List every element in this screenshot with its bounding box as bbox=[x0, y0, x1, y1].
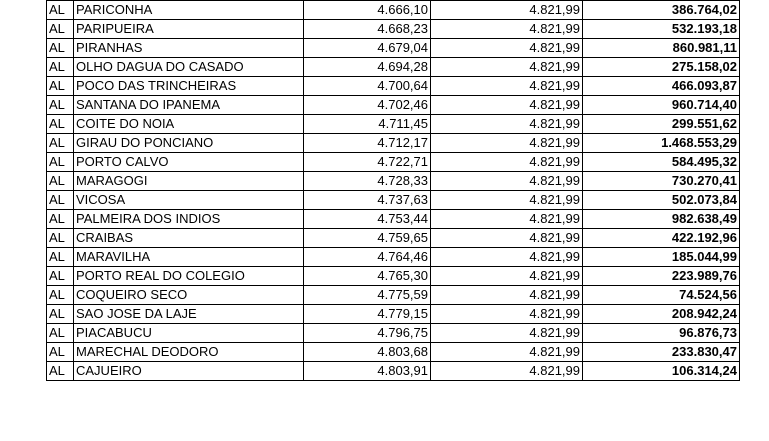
total-cell: 233.830,47 bbox=[583, 343, 740, 362]
value2-cell: 4.821,99 bbox=[431, 115, 583, 134]
total-cell: 74.524,56 bbox=[583, 286, 740, 305]
uf-cell: AL bbox=[47, 20, 74, 39]
table-row bbox=[47, 39, 740, 58]
value1-cell: 4.803,68 bbox=[304, 343, 431, 362]
value2-cell: 4.821,99 bbox=[431, 210, 583, 229]
value1-cell: 4.765,30 bbox=[304, 267, 431, 286]
total-cell: 106.314,24 bbox=[583, 362, 740, 381]
table-row bbox=[47, 58, 740, 77]
uf-cell: AL bbox=[47, 39, 74, 58]
value2-cell: 4.821,99 bbox=[431, 267, 583, 286]
value2-cell: 4.821,99 bbox=[431, 362, 583, 381]
municipality-cell: PORTO CALVO bbox=[74, 153, 304, 172]
value2-cell: 4.821,99 bbox=[431, 305, 583, 324]
value2-cell: 4.821,99 bbox=[431, 343, 583, 362]
total-cell: 275.158,02 bbox=[583, 58, 740, 77]
municipality-cell: CRAIBAS bbox=[74, 229, 304, 248]
value1-cell: 4.753,44 bbox=[304, 210, 431, 229]
total-cell: 208.942,24 bbox=[583, 305, 740, 324]
municipality-cell: COQUEIRO SECO bbox=[74, 286, 304, 305]
table-row bbox=[47, 115, 740, 134]
value2-cell: 4.821,99 bbox=[431, 172, 583, 191]
value2-cell: 4.821,99 bbox=[431, 58, 583, 77]
municipality-cell: PORTO REAL DO COLEGIO bbox=[74, 267, 304, 286]
value2-cell: 4.821,99 bbox=[431, 134, 583, 153]
uf-cell: AL bbox=[47, 229, 74, 248]
value1-cell: 4.668,23 bbox=[304, 20, 431, 39]
value1-cell: 4.722,71 bbox=[304, 153, 431, 172]
uf-cell: AL bbox=[47, 343, 74, 362]
uf-cell: AL bbox=[47, 77, 74, 96]
value2-cell: 4.821,99 bbox=[431, 1, 583, 20]
municipality-cell: PIRANHAS bbox=[74, 39, 304, 58]
value1-cell: 4.700,64 bbox=[304, 77, 431, 96]
value1-cell: 4.666,10 bbox=[304, 1, 431, 20]
municipality-values-table bbox=[46, 0, 740, 381]
table-row bbox=[47, 134, 740, 153]
value1-cell: 4.759,65 bbox=[304, 229, 431, 248]
table-row bbox=[47, 324, 740, 343]
table-row bbox=[47, 96, 740, 115]
total-cell: 982.638,49 bbox=[583, 210, 740, 229]
value2-cell: 4.821,99 bbox=[431, 39, 583, 58]
table-row bbox=[47, 343, 740, 362]
municipality-cell: MARECHAL DEODORO bbox=[74, 343, 304, 362]
total-cell: 466.093,87 bbox=[583, 77, 740, 96]
total-cell: 422.192,96 bbox=[583, 229, 740, 248]
uf-cell: AL bbox=[47, 115, 74, 134]
value2-cell: 4.821,99 bbox=[431, 286, 583, 305]
total-cell: 223.989,76 bbox=[583, 267, 740, 286]
value2-cell: 4.821,99 bbox=[431, 20, 583, 39]
municipality-cell: GIRAU DO PONCIANO bbox=[74, 134, 304, 153]
table-row bbox=[47, 191, 740, 210]
total-cell: 860.981,11 bbox=[583, 39, 740, 58]
total-cell: 386.764,02 bbox=[583, 1, 740, 20]
uf-cell: AL bbox=[47, 1, 74, 20]
table-row bbox=[47, 1, 740, 20]
value1-cell: 4.712,17 bbox=[304, 134, 431, 153]
uf-cell: AL bbox=[47, 96, 74, 115]
document-table-container bbox=[46, 0, 740, 381]
municipality-cell: PARICONHA bbox=[74, 1, 304, 20]
municipality-cell: OLHO DAGUA DO CASADO bbox=[74, 58, 304, 77]
total-cell: 532.193,18 bbox=[583, 20, 740, 39]
table-row bbox=[47, 210, 740, 229]
table-row bbox=[47, 286, 740, 305]
uf-cell: AL bbox=[47, 58, 74, 77]
table-row bbox=[47, 305, 740, 324]
value1-cell: 4.728,33 bbox=[304, 172, 431, 191]
total-cell: 960.714,40 bbox=[583, 96, 740, 115]
value2-cell: 4.821,99 bbox=[431, 191, 583, 210]
table-row bbox=[47, 362, 740, 381]
total-cell: 1.468.553,29 bbox=[583, 134, 740, 153]
total-cell: 299.551,62 bbox=[583, 115, 740, 134]
table-row bbox=[47, 77, 740, 96]
value1-cell: 4.779,15 bbox=[304, 305, 431, 324]
total-cell: 502.073,84 bbox=[583, 191, 740, 210]
value2-cell: 4.821,99 bbox=[431, 324, 583, 343]
municipality-cell: POCO DAS TRINCHEIRAS bbox=[74, 77, 304, 96]
value1-cell: 4.737,63 bbox=[304, 191, 431, 210]
total-cell: 185.044,99 bbox=[583, 248, 740, 267]
table-row bbox=[47, 229, 740, 248]
value2-cell: 4.821,99 bbox=[431, 153, 583, 172]
value1-cell: 4.711,45 bbox=[304, 115, 431, 134]
municipality-cell: CAJUEIRO bbox=[74, 362, 304, 381]
municipality-cell: SANTANA DO IPANEMA bbox=[74, 96, 304, 115]
uf-cell: AL bbox=[47, 286, 74, 305]
municipality-cell: MARAVILHA bbox=[74, 248, 304, 267]
value2-cell: 4.821,99 bbox=[431, 77, 583, 96]
value1-cell: 4.796,75 bbox=[304, 324, 431, 343]
municipality-cell: PARIPUEIRA bbox=[74, 20, 304, 39]
table-row bbox=[47, 248, 740, 267]
table-row bbox=[47, 267, 740, 286]
uf-cell: AL bbox=[47, 305, 74, 324]
municipality-cell: SAO JOSE DA LAJE bbox=[74, 305, 304, 324]
value1-cell: 4.803,91 bbox=[304, 362, 431, 381]
uf-cell: AL bbox=[47, 248, 74, 267]
value1-cell: 4.694,28 bbox=[304, 58, 431, 77]
total-cell: 96.876,73 bbox=[583, 324, 740, 343]
uf-cell: AL bbox=[47, 210, 74, 229]
uf-cell: AL bbox=[47, 134, 74, 153]
municipality-cell: MARAGOGI bbox=[74, 172, 304, 191]
table-row bbox=[47, 20, 740, 39]
uf-cell: AL bbox=[47, 191, 74, 210]
uf-cell: AL bbox=[47, 153, 74, 172]
total-cell: 584.495,32 bbox=[583, 153, 740, 172]
value2-cell: 4.821,99 bbox=[431, 248, 583, 267]
municipality-cell: PALMEIRA DOS INDIOS bbox=[74, 210, 304, 229]
uf-cell: AL bbox=[47, 172, 74, 191]
municipality-cell: PIACABUCU bbox=[74, 324, 304, 343]
value2-cell: 4.821,99 bbox=[431, 96, 583, 115]
municipality-cell: COITE DO NOIA bbox=[74, 115, 304, 134]
value1-cell: 4.679,04 bbox=[304, 39, 431, 58]
value1-cell: 4.702,46 bbox=[304, 96, 431, 115]
value2-cell: 4.821,99 bbox=[431, 229, 583, 248]
uf-cell: AL bbox=[47, 267, 74, 286]
table-body bbox=[47, 0, 740, 381]
uf-cell: AL bbox=[47, 362, 74, 381]
total-cell: 730.270,41 bbox=[583, 172, 740, 191]
table-row bbox=[47, 153, 740, 172]
municipality-cell: VICOSA bbox=[74, 191, 304, 210]
uf-cell: AL bbox=[47, 324, 74, 343]
value1-cell: 4.764,46 bbox=[304, 248, 431, 267]
value1-cell: 4.775,59 bbox=[304, 286, 431, 305]
table-row bbox=[47, 172, 740, 191]
